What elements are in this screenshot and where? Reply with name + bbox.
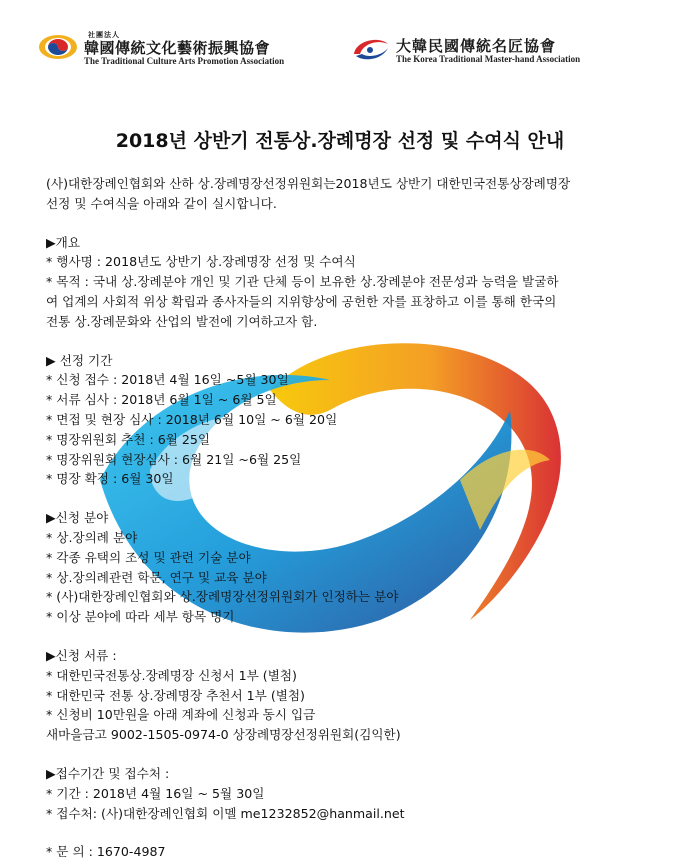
documents-heading: ▶신청 서류 : <box>46 647 117 663</box>
reception-place: * 접수처: (사)대한장례인협회 이멜 me1232852@hanmail.net <box>46 805 405 821</box>
schedule-item: * 명장위원회 현장심사 : 6월 21일 ~6월 25일 <box>46 451 302 467</box>
purpose-line: 여 업계의 사회적 위상 확립과 종사자들의 지위향상에 공헌한 자를 표창하고 이를 통해 한국의 <box>46 293 557 309</box>
schedule-heading: ▶ 선정 기간 <box>46 352 113 368</box>
bank-account-line: 새마을금고 9002-1505-0974-0 상장례명장선정위원회(김익한) <box>46 727 401 743</box>
field-item: * 상.장의례관련 학문, 연구 및 교육 분야 <box>46 569 267 585</box>
brush-taegeuk-logo-icon <box>350 34 392 64</box>
reception-heading: ▶접수기간 및 접수처 : <box>46 765 170 781</box>
intro-line: 선정 및 수여식을 아래와 같이 실시합니다. <box>46 195 277 211</box>
intro-line: (사)대한장례인협회와 산하 상.장례명장선정위원회는2018년도 상반기 대한민국전통상장례명장 <box>46 176 571 191</box>
schedule-item: * 명장 확정 : 6월 30일 <box>46 471 174 487</box>
contact-line: * 문 의 : 1670-4987 <box>46 844 166 860</box>
document-body <box>46 174 646 862</box>
field-item: * (사)대한장례인협회와 상.장례명장선정위원회가 인정하는 분야 <box>46 589 399 605</box>
document-item: * 대한민국전통상.장례명장 신청서 1부 (별첨) <box>46 667 297 683</box>
field-item: * 각종 유택의 조성 및 관련 기술 분야 <box>46 549 251 565</box>
schedule-item: * 면접 및 현장 심사 : 2018년 6월 10일 ~ 6월 20일 <box>46 411 338 427</box>
document-item: * 신청비 10만원을 아래 계좌에 신청과 동시 입금 <box>46 707 316 723</box>
field-item: * 이상 분야에 따라 세부 항목 명기 <box>46 609 235 625</box>
field-item: * 상.장의례 분야 <box>46 529 138 545</box>
org1-hanja-name: 韓國傳統文化藝術振興協會 <box>84 39 271 57</box>
event-name-line: * 행사명 : 2018년도 상반기 상.장례명장 선정 및 수여식 <box>46 254 356 270</box>
overview-heading: ▶개요 <box>46 234 81 250</box>
reception-period: * 기간 : 2018년 4월 16일 ~ 5월 30일 <box>46 785 265 801</box>
org2-english-name: The Korea Traditional Master-hand Association <box>396 54 581 64</box>
association-2-name <box>396 38 580 65</box>
document-title: 2018년 상반기 전통상.장례명장 선정 및 수여식 안내 <box>115 130 565 152</box>
taegeuk-emblem-icon <box>38 34 78 60</box>
schedule-item: * 신청 접수 : 2018년 4월 16일 ~5월 30일 <box>46 372 289 388</box>
document-item: * 대한민국 전통 상.장례명장 추천서 1부 (별첨) <box>46 687 305 703</box>
letterhead <box>0 0 680 80</box>
org1-small-label: 社團法人 <box>88 31 120 39</box>
association-1-name <box>84 30 284 66</box>
org1-english-name: The Traditional Culture Arts Promotion Association <box>84 56 285 66</box>
fields-heading: ▶신청 분야 <box>46 510 109 526</box>
schedule-item: * 명장위원회 추천 : 6월 25일 <box>46 431 211 447</box>
purpose-line: 전통 상.장례문화와 산업의 발전에 기여하고자 함. <box>46 313 318 329</box>
purpose-line: * 목적 : 국내 상.장례분야 개인 및 기관 단체 등이 보유한 상.장례분야 전문성과 능력을 발굴하 <box>46 274 559 290</box>
org2-hanja-name: 大韓民國傳統名匠協會 <box>396 37 557 55</box>
schedule-item: * 서류 심사 : 2018년 6월 1일 ~ 6월 5일 <box>46 392 277 408</box>
